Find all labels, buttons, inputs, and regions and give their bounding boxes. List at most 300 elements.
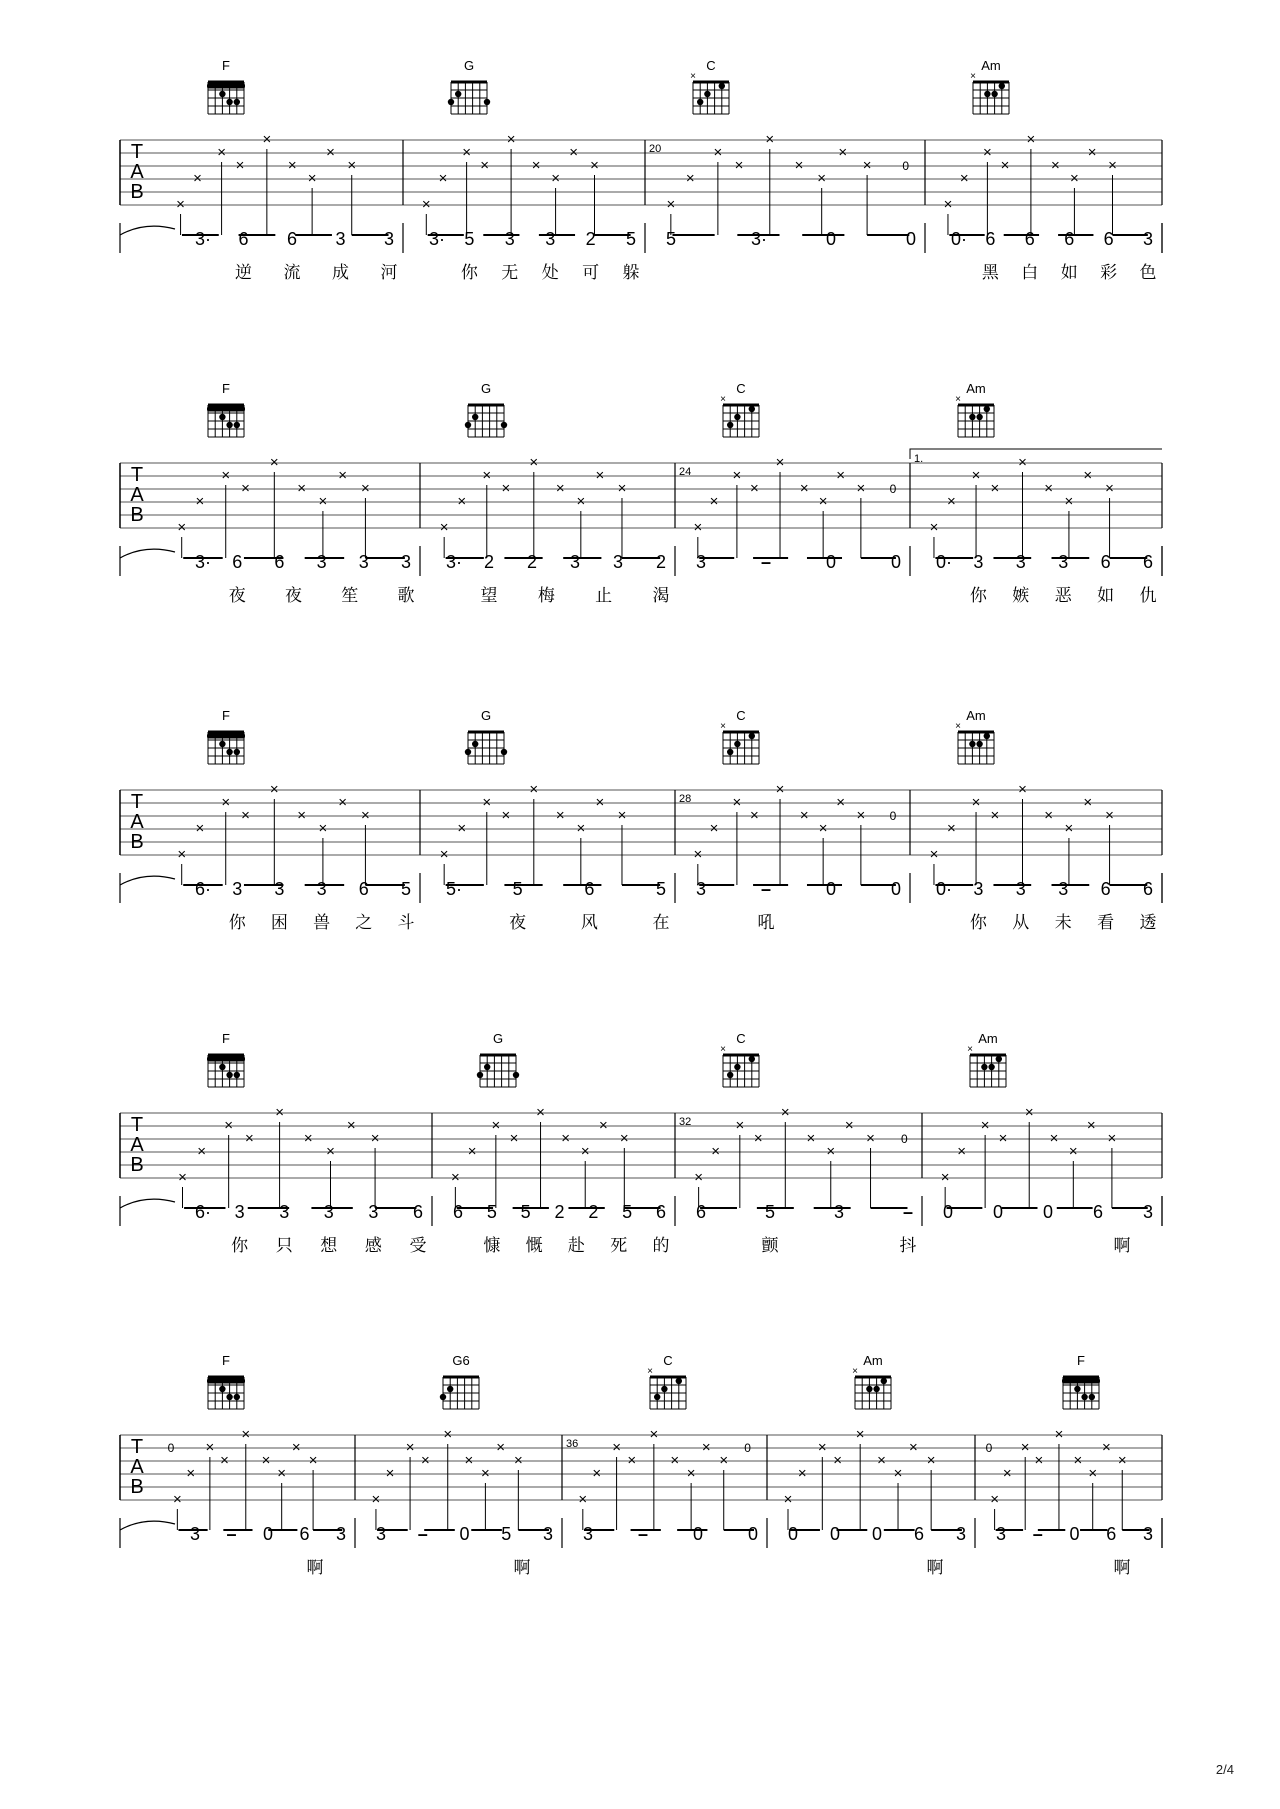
- lyric-char: 如: [1097, 586, 1115, 605]
- tab-note-muted: ×: [856, 807, 866, 824]
- page-number: 2/4: [1215, 1762, 1234, 1777]
- tab-note-muted: ×: [269, 454, 279, 471]
- jianpu-note: 0: [747, 1524, 759, 1544]
- tab-note-muted: ×: [844, 1117, 854, 1134]
- tab-note-muted: ×: [1054, 1426, 1064, 1443]
- tab-note-muted: ×: [957, 1143, 967, 1160]
- tab-note-muted: ×: [866, 1130, 875, 1147]
- finger-dot: [226, 749, 232, 755]
- tab-note-muted: ×: [806, 1130, 816, 1147]
- finger-dot: [1089, 1394, 1095, 1400]
- tab-note-muted: ×: [1073, 1452, 1083, 1469]
- jianpu-note: 3: [833, 1202, 845, 1222]
- tab-note-muted: ×: [750, 807, 759, 824]
- jianpu-note: 0: [871, 1524, 883, 1544]
- tab-note-muted: ×: [929, 519, 939, 536]
- lyric-char: 可: [582, 263, 600, 282]
- jianpu-note: 3: [316, 879, 327, 899]
- jianpu-note: 3: [1142, 1524, 1154, 1544]
- tab-note-muted: ×: [205, 1439, 215, 1456]
- tab-staff: [120, 781, 1162, 885]
- tab-note-muted: ×: [195, 493, 205, 510]
- tab-note-muted: ×: [439, 519, 449, 536]
- jianpu-note: 3·: [195, 552, 212, 572]
- tab-note-muted: ×: [172, 1491, 182, 1508]
- tab-note-open: 0: [744, 1441, 751, 1455]
- tab-clef-letter: T: [130, 1436, 144, 1458]
- lyrics-bar: [483, 1236, 669, 1255]
- chord-name: G: [492, 1031, 504, 1046]
- lyric-char: 黑: [981, 263, 999, 282]
- bar-number: 24: [679, 466, 692, 478]
- tab-note-muted: ×: [576, 820, 586, 837]
- tab-clef-letter: A: [130, 1134, 144, 1156]
- chord-diagram-g: [465, 708, 507, 764]
- tab-note-muted: ×: [496, 1439, 506, 1456]
- tab-note-muted: ×: [783, 1491, 793, 1508]
- jianpu-note: 3: [323, 1202, 334, 1222]
- tab-note-muted: ×: [277, 1465, 287, 1482]
- tab-staff: [120, 449, 1162, 558]
- tab-note-muted: ×: [1105, 480, 1114, 497]
- tab-note-muted: ×: [818, 820, 828, 837]
- finger-dot: [719, 83, 725, 89]
- chord-diagram-c: [720, 1031, 759, 1087]
- jianpu-note: 6: [1100, 552, 1111, 572]
- jianpu-note: 3: [234, 1202, 245, 1222]
- tab-note-muted: ×: [303, 1130, 313, 1147]
- tab-note-muted: ×: [482, 467, 492, 484]
- finger-dot: [984, 406, 990, 412]
- tab-note-muted: ×: [1086, 1117, 1096, 1134]
- tab-note-muted: ×: [1050, 157, 1060, 174]
- jianpu-note: 3: [358, 552, 369, 572]
- jianpu-note: 0·: [951, 229, 968, 249]
- tab-note-muted: ×: [1083, 467, 1093, 484]
- chord-diagram-f: [207, 708, 245, 764]
- jianpu-note: 0: [890, 552, 902, 572]
- jianpu-note: 3: [1142, 229, 1154, 249]
- chord-diagram-f: [207, 1353, 245, 1409]
- lyric-char: 啊: [926, 1558, 944, 1577]
- tab-note-muted: ×: [775, 454, 785, 471]
- lyric-char: 笙: [341, 586, 359, 605]
- tab-note-open: 0: [901, 1132, 908, 1146]
- jianpu-note: 3: [189, 1524, 201, 1544]
- lyric-char: 你: [969, 913, 987, 932]
- finger-dot: [501, 422, 507, 428]
- tab-note-muted: ×: [946, 820, 956, 837]
- lyric-char: 之: [355, 913, 373, 932]
- lyric-char: 流: [283, 263, 301, 282]
- tab-note-muted: ×: [719, 1452, 729, 1469]
- chord-name: F: [222, 58, 230, 73]
- muted-string-mark: ×: [690, 71, 696, 82]
- tab-note-muted: ×: [1026, 131, 1036, 148]
- lyric-char: 啊: [1113, 1558, 1131, 1577]
- finger-dot: [472, 741, 478, 747]
- tab-note-open: 0: [985, 1441, 993, 1455]
- tab-note-muted: ×: [909, 1439, 918, 1456]
- tab-note-muted: ×: [1044, 807, 1053, 824]
- finger-dot: [1074, 1386, 1080, 1392]
- tab-note-muted: ×: [197, 1143, 206, 1160]
- jianpu-note: 3·: [429, 229, 446, 249]
- jianpu-note: 0: [692, 1524, 704, 1544]
- finger-dot: [704, 91, 710, 97]
- tab-note-muted: ×: [244, 1130, 254, 1147]
- tab-note-muted: ×: [555, 807, 565, 824]
- jianpu-note: 5: [464, 229, 475, 249]
- tab-note-muted: ×: [1107, 1130, 1117, 1147]
- tab-note-muted: ×: [709, 493, 719, 510]
- tab-note-muted: ×: [1105, 807, 1114, 824]
- jianpu-note: 6: [299, 1524, 310, 1544]
- tab-note-muted: ×: [529, 454, 539, 471]
- tab-note-muted: ×: [693, 519, 703, 536]
- jianpu-note: 3: [1058, 879, 1069, 899]
- lyric-char: 啊: [513, 1558, 531, 1577]
- tab-clef-letter: A: [130, 811, 144, 833]
- lyrics-bar: [235, 263, 398, 282]
- bar-number: 36: [566, 1438, 579, 1450]
- muted-string-mark: ×: [955, 721, 961, 732]
- tab-note-muted: ×: [450, 1169, 460, 1186]
- finger-dot: [727, 1072, 733, 1078]
- tab-note-muted: ×: [224, 1117, 234, 1134]
- tab-note-muted: ×: [346, 1117, 356, 1134]
- lyrics-bar: [514, 1558, 531, 1577]
- jianpu-note: 5: [764, 1202, 776, 1222]
- tab-note-muted: ×: [491, 1117, 501, 1134]
- jianpu-note: 3: [274, 879, 285, 899]
- tab-clef-letter: B: [130, 831, 144, 853]
- tab-note-muted: ×: [926, 1452, 936, 1469]
- lyrics-bar: [461, 263, 640, 282]
- lyric-char: 如: [1060, 263, 1078, 282]
- jianpu-line: [120, 546, 1162, 576]
- jianpu-note: 6·: [195, 1202, 212, 1222]
- lyrics-bar: [229, 913, 415, 932]
- jianpu-note: –: [760, 879, 772, 899]
- tie-arc: [120, 226, 175, 235]
- lyric-char: 嫉: [1012, 586, 1030, 605]
- tab-note-muted: ×: [711, 1143, 721, 1160]
- tab-note-muted: ×: [1117, 1452, 1127, 1469]
- tab-note-muted: ×: [578, 1491, 588, 1508]
- lyric-char: 未: [1054, 913, 1072, 932]
- chord-name: Am: [863, 1353, 883, 1368]
- jianpu-note: 3: [232, 879, 243, 899]
- tab-clef-letter: B: [130, 1476, 144, 1498]
- tab-note-muted: ×: [241, 480, 250, 497]
- chord-diagram-f: [207, 1031, 245, 1087]
- jianpu-note: 6: [913, 1524, 925, 1544]
- tab-note-muted: ×: [269, 781, 279, 798]
- finger-dot: [697, 99, 703, 105]
- tab-note-muted: ×: [555, 480, 565, 497]
- tab-clef-letter: T: [130, 1114, 144, 1136]
- barre-mark: [207, 1379, 245, 1384]
- tab-note-muted: ×: [439, 846, 449, 863]
- tab-note-muted: ×: [1083, 794, 1093, 811]
- finger-dot: [988, 1064, 994, 1070]
- chord-diagram-g6: [440, 1353, 479, 1409]
- tab-note-muted: ×: [480, 157, 490, 174]
- lyric-char: 只: [275, 1236, 293, 1255]
- tab-note-muted: ×: [817, 1439, 827, 1456]
- lyric-char: 逆: [235, 263, 252, 282]
- jianpu-note: 3: [1142, 1202, 1154, 1222]
- jianpu-note: –: [902, 1202, 914, 1222]
- tab-clef-letter: T: [130, 464, 144, 486]
- finger-dot: [234, 1394, 240, 1400]
- jianpu-note: 3: [973, 879, 984, 899]
- tab-note-muted: ×: [420, 1452, 430, 1469]
- chord-name: F: [222, 381, 230, 396]
- chord-name: C: [736, 1031, 746, 1046]
- tab-note-muted: ×: [612, 1439, 621, 1456]
- jianpu-note: 3: [368, 1202, 379, 1222]
- barre-mark: [207, 1057, 245, 1062]
- finger-dot: [234, 422, 240, 428]
- tab-note-muted: ×: [561, 1130, 571, 1147]
- tab-note-muted: ×: [709, 820, 719, 837]
- tab-note-muted: ×: [297, 807, 307, 824]
- lyrics-bar: [1114, 1558, 1131, 1577]
- tab-note-muted: ×: [501, 480, 511, 497]
- lyrics-bar: [982, 263, 1157, 282]
- tab-note-muted: ×: [1088, 1465, 1098, 1482]
- tab-note-muted: ×: [371, 1491, 381, 1508]
- chord-diagram-f: [207, 58, 245, 114]
- tab-note-muted: ×: [318, 820, 328, 837]
- tab-note-muted: ×: [797, 1465, 807, 1482]
- tab-note-muted: ×: [536, 1104, 545, 1121]
- jianpu-note: 3: [375, 1524, 387, 1544]
- tab-clef-letter: T: [130, 141, 144, 163]
- finger-dot: [477, 1072, 483, 1078]
- tab-note-muted: ×: [713, 144, 723, 161]
- chord-diagram-f: [1062, 1353, 1100, 1409]
- tab-note-muted: ×: [670, 1452, 680, 1469]
- finger-dot: [991, 91, 997, 97]
- tab-note-muted: ×: [775, 781, 785, 798]
- lyric-char: 颤: [761, 1236, 779, 1255]
- tab-note-muted: ×: [943, 196, 953, 213]
- muted-string-mark: ×: [970, 71, 976, 82]
- tab-note-muted: ×: [221, 467, 231, 484]
- tab-note-muted: ×: [217, 144, 226, 161]
- jianpu-note: 0: [825, 552, 837, 572]
- jianpu-note: 3: [504, 229, 515, 249]
- jianpu-note: 3: [695, 552, 707, 572]
- tab-note-muted: ×: [481, 1465, 490, 1482]
- tab-note-muted: ×: [732, 467, 742, 484]
- tab-note-open: 0: [889, 809, 897, 823]
- lyric-char: 啊: [306, 1558, 324, 1577]
- tab-note-muted: ×: [221, 794, 231, 811]
- jianpu-note: 0·: [936, 879, 953, 899]
- finger-dot: [234, 99, 240, 105]
- finger-dot: [219, 741, 225, 747]
- tab-note-muted: ×: [569, 144, 579, 161]
- lyric-char: 想: [320, 1236, 338, 1255]
- tab-note-muted: ×: [595, 467, 605, 484]
- lyric-char: 受: [409, 1236, 427, 1255]
- tab-note-muted: ×: [780, 1104, 790, 1121]
- finger-dot: [219, 1064, 225, 1070]
- tab-note-muted: ×: [998, 1130, 1008, 1147]
- jianpu-line: [120, 1518, 1162, 1548]
- tab-note-muted: ×: [838, 144, 848, 161]
- tab-note-muted: ×: [735, 1117, 745, 1134]
- tab-note-muted: ×: [1068, 1143, 1078, 1160]
- system-5: [120, 1353, 1162, 1577]
- tab-note-muted: ×: [826, 1143, 836, 1160]
- tab-note-muted: ×: [753, 1130, 763, 1147]
- tab-note-muted: ×: [338, 794, 348, 811]
- jianpu-note: 3: [955, 1524, 967, 1544]
- finger-dot: [749, 733, 755, 739]
- finger-dot: [866, 1386, 872, 1392]
- tab-note-muted: ×: [370, 1130, 380, 1147]
- tab-note-muted: ×: [509, 1130, 519, 1147]
- jianpu-note: 3: [279, 1202, 290, 1222]
- jianpu-note: –: [226, 1524, 237, 1544]
- tab-clef-letter: B: [130, 504, 144, 526]
- jianpu-note: 0·: [936, 552, 953, 572]
- lyrics-bar: [970, 913, 1157, 932]
- chord-name: C: [736, 381, 746, 396]
- tab-clef-letter: T: [130, 791, 144, 813]
- tab-note-muted: ×: [666, 196, 676, 213]
- jianpu-line: [120, 223, 1162, 253]
- tab-note-muted: ×: [649, 1426, 659, 1443]
- tab-note-muted: ×: [385, 1465, 395, 1482]
- lyric-char: 赴: [567, 1236, 585, 1255]
- finger-dot: [226, 422, 232, 428]
- jianpu-note: 5: [625, 229, 637, 249]
- chord-diagram-c: [690, 58, 729, 114]
- chord-diagram-am: [955, 381, 994, 437]
- lyric-char: 看: [1097, 913, 1115, 932]
- barre-mark: [207, 734, 245, 739]
- chord-name: G: [480, 381, 492, 396]
- jianpu-note: 6: [655, 1202, 667, 1222]
- lyric-char: 透: [1139, 913, 1157, 932]
- jianpu-note: 3·: [446, 552, 463, 572]
- finger-dot: [969, 741, 975, 747]
- jianpu-note: 3: [542, 1524, 554, 1544]
- finger-dot: [501, 749, 507, 755]
- finger-dot: [981, 1064, 987, 1070]
- tab-note-muted: ×: [1108, 157, 1117, 174]
- lyric-char: 兽: [313, 913, 331, 932]
- jianpu-note: 0: [262, 1524, 274, 1544]
- jianpu-note: –: [1032, 1524, 1043, 1544]
- jianpu-note: –: [760, 552, 772, 572]
- jianpu-note: 2: [554, 1202, 565, 1222]
- jianpu-note: 6: [695, 1202, 707, 1222]
- chord-diagram-am: [852, 1353, 891, 1409]
- lyric-char: 梅: [537, 586, 555, 605]
- tab-note-muted: ×: [971, 467, 981, 484]
- tab-note-open: 0: [167, 1441, 175, 1455]
- lyric-char: 你: [460, 263, 478, 282]
- chord-name: Am: [978, 1031, 998, 1046]
- chord-diagram-g: [477, 1031, 519, 1087]
- chord-name: G6: [452, 1353, 470, 1368]
- tab-note-muted: ×: [959, 170, 969, 187]
- tab-note-muted: ×: [482, 794, 492, 811]
- tab-note-muted: ×: [1070, 170, 1079, 187]
- lyric-char: 斗: [397, 913, 415, 932]
- jianpu-note: 5: [665, 229, 677, 249]
- tab-note-muted: ×: [308, 1452, 318, 1469]
- tab-note-muted: ×: [235, 157, 245, 174]
- jianpu-note: 3·: [195, 229, 212, 249]
- tab-note-muted: ×: [551, 170, 560, 187]
- lyric-char: 风: [580, 913, 598, 932]
- lyric-char: 抖: [899, 1236, 917, 1255]
- lyric-char: 你: [228, 913, 246, 932]
- tab-note-muted: ×: [617, 480, 627, 497]
- muted-string-mark: ×: [852, 1366, 858, 1377]
- tab-note-muted: ×: [361, 480, 370, 497]
- tab-note-muted: ×: [590, 157, 599, 174]
- finger-dot: [219, 91, 225, 97]
- volta-label: 1.: [914, 453, 924, 465]
- chord-diagram-am: [955, 708, 994, 764]
- tab-clef-letter: A: [130, 484, 144, 506]
- tab-note-muted: ×: [405, 1439, 415, 1456]
- tab-note-muted: ×: [262, 131, 272, 148]
- tab-note-muted: ×: [220, 1452, 229, 1469]
- tab-staff: [120, 1426, 1162, 1530]
- jianpu-note: 6: [1100, 879, 1111, 899]
- tab-note-muted: ×: [817, 170, 827, 187]
- muted-string-mark: ×: [647, 1366, 653, 1377]
- lyric-char: 止: [595, 586, 613, 605]
- jianpu-note: 0: [905, 229, 917, 249]
- muted-string-mark: ×: [967, 1044, 973, 1055]
- tab-note-muted: ×: [1018, 781, 1027, 798]
- lyric-char: 色: [1139, 263, 1157, 282]
- jianpu-note: 3: [383, 229, 395, 249]
- lyric-char: 渴: [652, 586, 670, 605]
- jianpu-note: 6: [1024, 229, 1035, 249]
- tab-note-muted: ×: [694, 1169, 704, 1186]
- tab-note-open: 0: [889, 482, 897, 496]
- jianpu-note: 6: [1064, 229, 1075, 249]
- jianpu-line: [120, 1196, 1162, 1226]
- tab-note-muted: ×: [1018, 454, 1027, 471]
- system-1: [120, 58, 1162, 282]
- tab-note-muted: ×: [794, 157, 804, 174]
- muted-string-mark: ×: [955, 394, 961, 405]
- lyric-char: 困: [270, 913, 288, 932]
- tab-note-muted: ×: [318, 493, 328, 510]
- tab-note-muted: ×: [443, 1426, 453, 1443]
- lyric-char: 歌: [397, 586, 415, 605]
- tie-arc: [120, 549, 175, 558]
- finger-dot: [727, 422, 733, 428]
- jianpu-note: 3: [316, 552, 327, 572]
- jianpu-line: [120, 873, 1162, 903]
- finger-dot: [999, 83, 1005, 89]
- tab-note-muted: ×: [1002, 1465, 1012, 1482]
